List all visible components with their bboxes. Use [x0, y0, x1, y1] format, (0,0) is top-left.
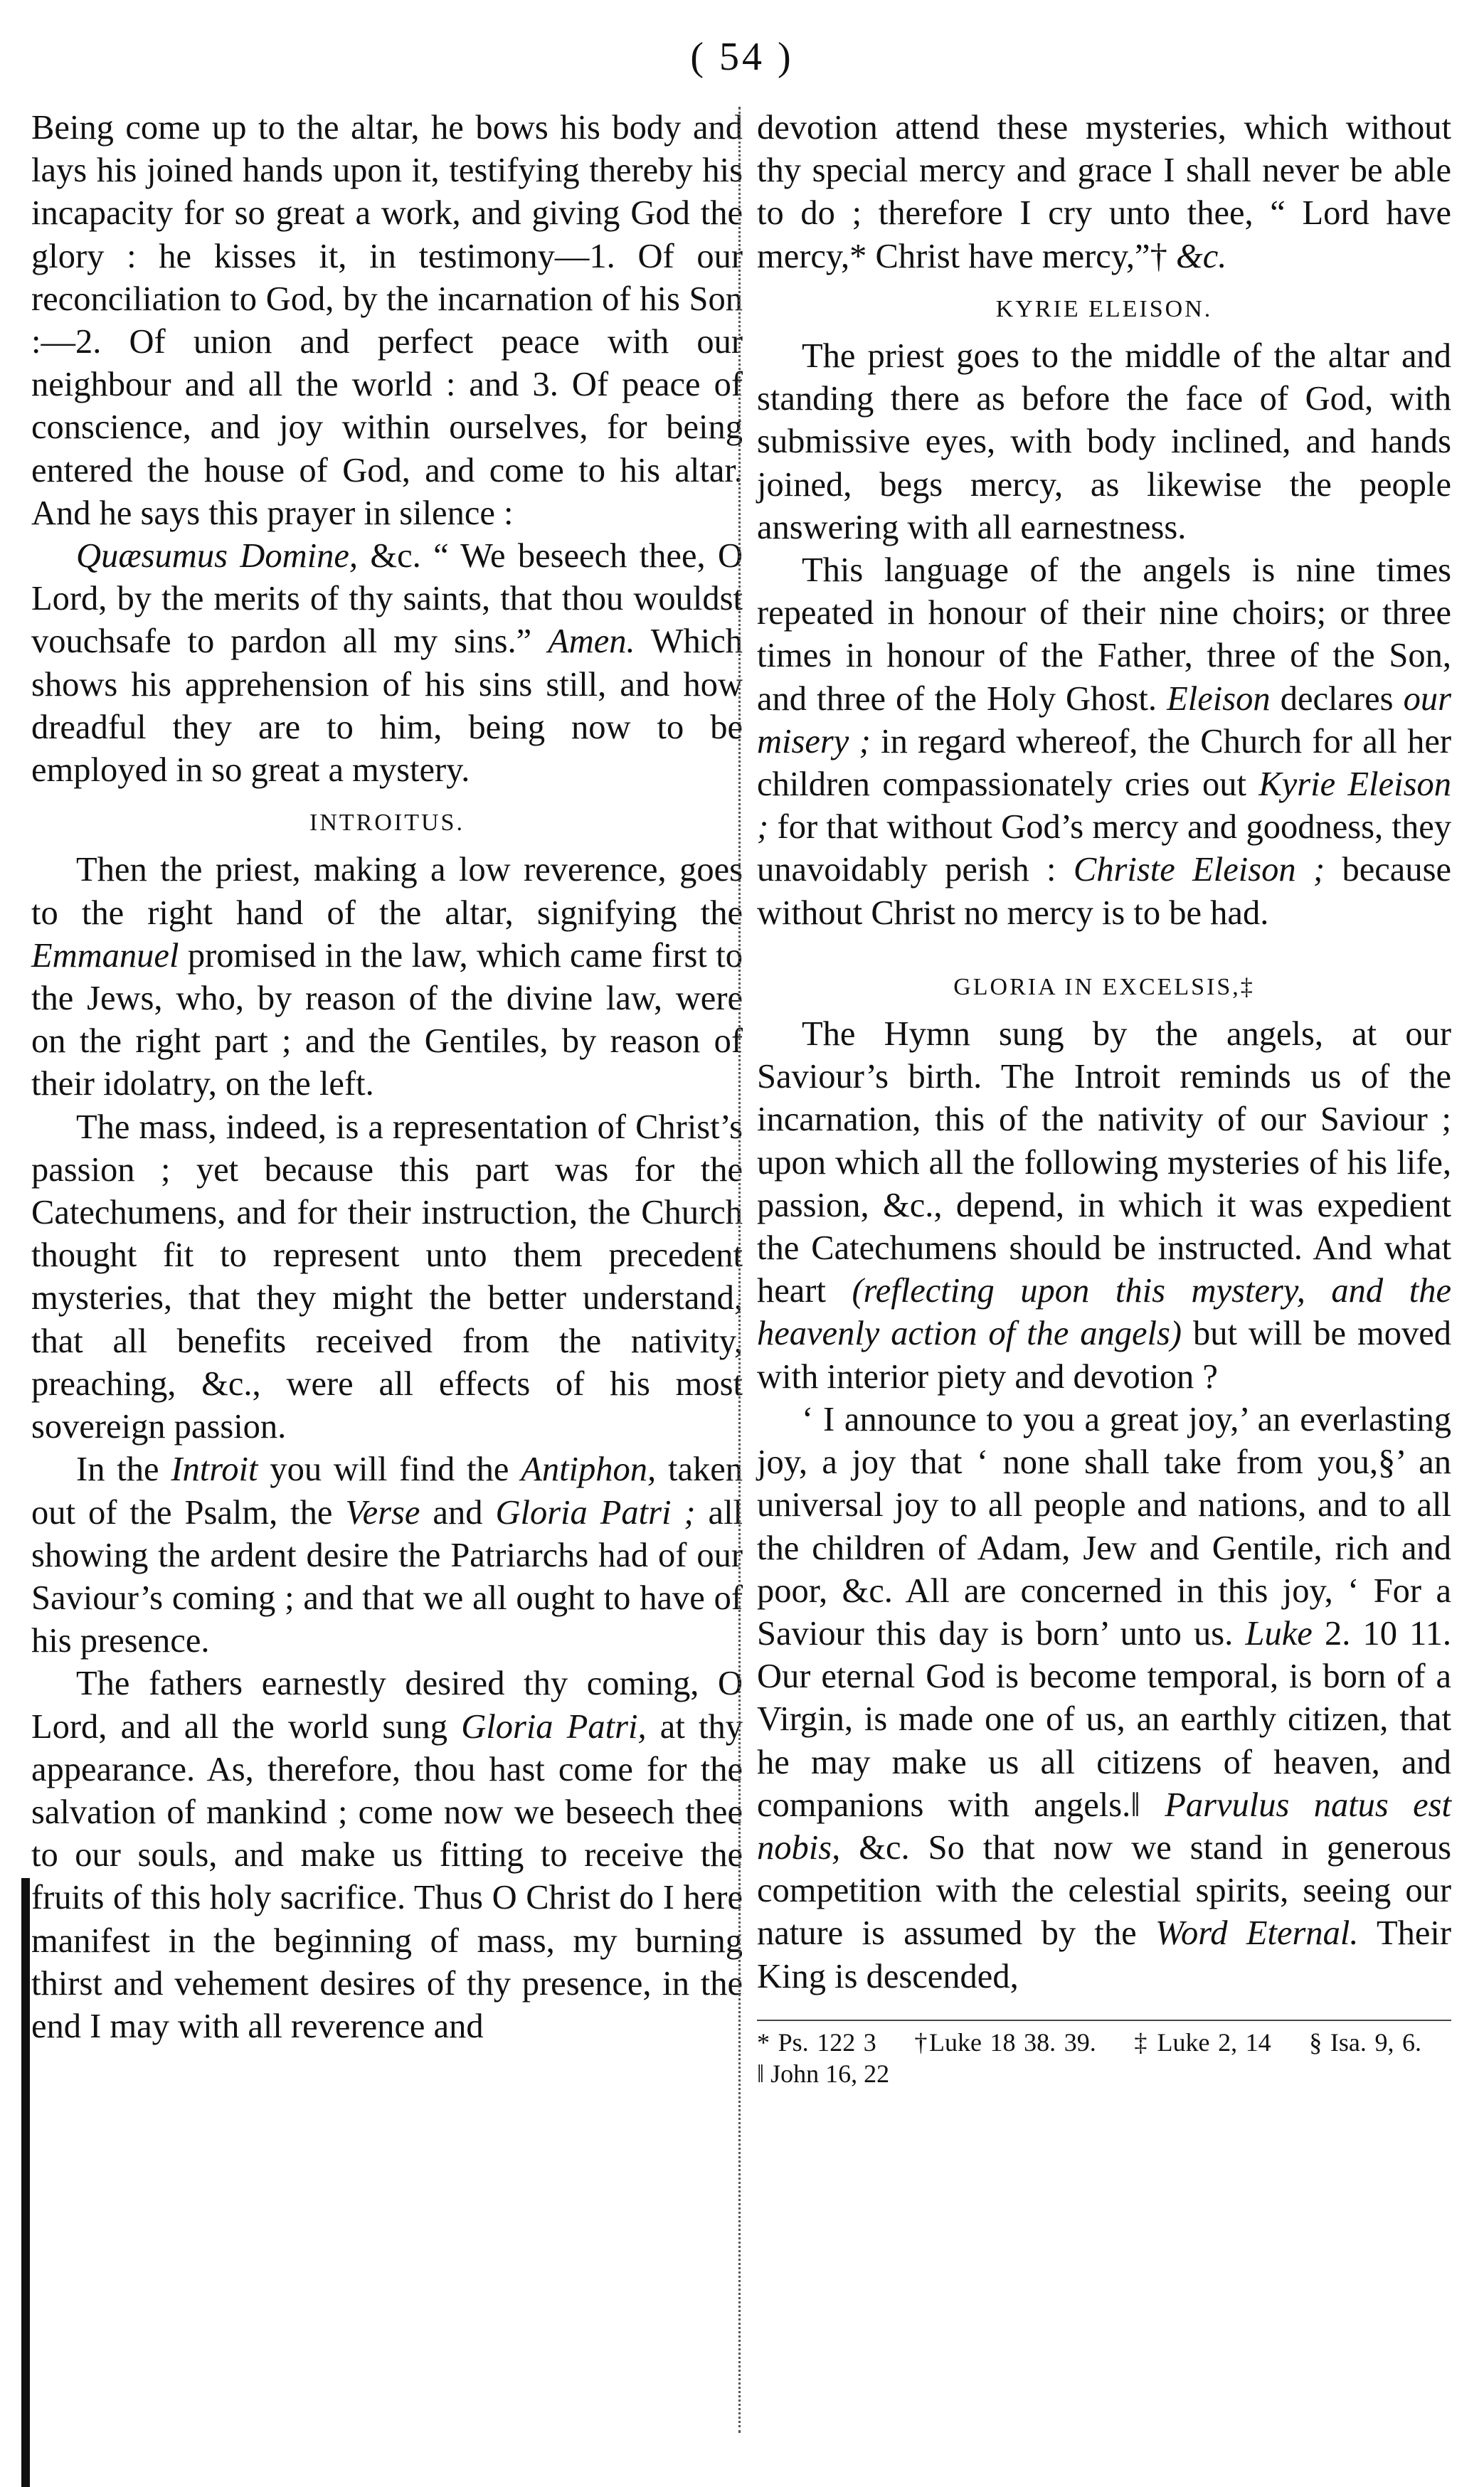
heading-kyrie-eleison: KYRIE ELEISON. [995, 295, 1213, 322]
paragraph-quaesumus: Quæsumus Domine, &c. “ We beseech thee, O Lord, by the merits of thy saints, that thou wouldst vouchsafe to pardon all my sins.” Amen. Which shows his apprehension of his sins still, and how dreadful they are to him, being now to be employed in so great a mystery. [31, 537, 743, 790]
page-number: ( 54 ) [690, 35, 794, 79]
footnote: § Isa. 9, 6. [1309, 2027, 1422, 2057]
paragraph-hymn: The Hymn sung by the angels, at our Saviour’s birth. The Introit reminds us of the incarnation, this of the nativity of our Saviour ; upon which all the following mysteries of his life, passion, &c., depend, in which it was expedient the Catechumens should be instructed. And what heart (reflecting upon this mystery, and the heavenly action of the angels) but will be moved with interior piety and devotion ? [757, 1015, 1452, 1396]
footnote: ‡ Luke 2, 14 [1134, 2027, 1271, 2057]
footnote: ‖ John 16, 22 [757, 2059, 890, 2088]
column-divider [738, 107, 741, 2433]
paragraph-priest-middle: The priest goes to the middle of the altar and standing there as before the face of God, with submissive eyes, with body inclined, and hands joined, begs mercy, as likewise the people answering with all earnestness. [757, 337, 1451, 546]
paragraph-great-joy: ‘ I announce to you a great joy,’ an everlasting joy, a joy that ‘ none shall take from you,§’ an universal joy to all people and nations, and to all the children of Adam, Jew and Gentile, rich and poor, &c. All are concerned in this joy, ‘ For a Saviour this day is born’ unto us. Luke 2. 10 11. Our eternal God is become temporal, is born of a Virgin, is made one of us, an earthly citizen, that he may make us all citizens of heaven, and companions with angels.‖ Parvulus natus est nobis, &c. So that now we stand in generous competition with the celestial spirits, seeing our nature is assumed by the Word Eternal. Their King is descended, [757, 1400, 1451, 1995]
left-column [31, 107, 743, 2048]
paragraph-language-of-angels: This language of the angels is nine times repeated in honour of their nine choirs; or three times in honour of the Father, three of the Son, and three of the Holy Ghost. Eleison declares our misery ; in regard whereof, the Church for all her children compassionately cries out Kyrie Eleison ; for that without God’s mercy and goodness, they unavoidably perish : Christe Eleison ; because without Christ no mercy is to be had. [757, 551, 1452, 932]
paragraph-mass-representation: The mass, indeed, is a representation of Christ’s passion ; yet because this part was for the Catechumens, and for their instruction, the Church thought fit to represent unto them precedent mysteries, that they might the better understand, that all benefits received from the nativity, preaching, &c., were all effects of his most sovereign passion. [31, 1108, 743, 1446]
paragraph-priest-right-hand: Then the priest, making a low reverence, goes to the right hand of the altar, signifying the Emmanuel promised in the law, which came first to the Jews, who, by reason of the divine law, were on the right part ; and the Gentiles, by reason of their idolatry, on the left. [31, 851, 743, 1103]
page-edge-shadow [21, 1878, 30, 2487]
paragraph-introit-antiphon: In the Introit you will find the Antiphon, taken out of the Psalm, the Verse and Gloria Patri ; all showing the ardent desire the Patriarchs had of our Saviour’s coming ; and that we all ought to have of his presence. [31, 1451, 743, 1660]
right-column [757, 107, 1451, 2089]
heading-gloria-in-excelsis: GLORIA IN EXCELSIS,‡ [953, 973, 1255, 1000]
footnote: †Luke 18 38. 39. [914, 2027, 1096, 2057]
footnotes [757, 2020, 1451, 2089]
footnote: * Ps. 122 3 [757, 2027, 876, 2057]
paragraph-devotion: devotion attend these mysteries, which without thy special mercy and grace I shall never be able to do ; therefore I cry unto thee, “ Lord have mercy,* Christ have mercy,”† &c. [757, 109, 1451, 275]
paragraph-fathers-desired: The fathers earnestly desired thy coming, O Lord, and all the world sung Gloria Patri, at thy appearance. As, therefore, thou hast come for the salvation of mankind ; come now we beseech thee to our souls, and make us fitting to receive the fruits of this holy sacrifice. Thus O Christ do I here manifest in the beginning of mass, my burning thirst and vehement desires of thy presence, in the end I may with all reverence and [31, 1665, 743, 2045]
heading-introitus: INTROITUS. [309, 810, 465, 837]
paragraph-altar: Being come up to the altar, he bows his body and lays his joined hands upon it, testifying thereby his incapacity for so great a work, and giving God the glory : he kisses it, in testimony—1. Of our reconciliation to God, by the incarnation of his Son :—2. Of union and perfect peace with our neighbour and all the world : and 3. Of peace of conscience, and joy within ourselves, for being entered the house of God, and come to his altar. And he says this prayer in silence : [31, 109, 743, 532]
